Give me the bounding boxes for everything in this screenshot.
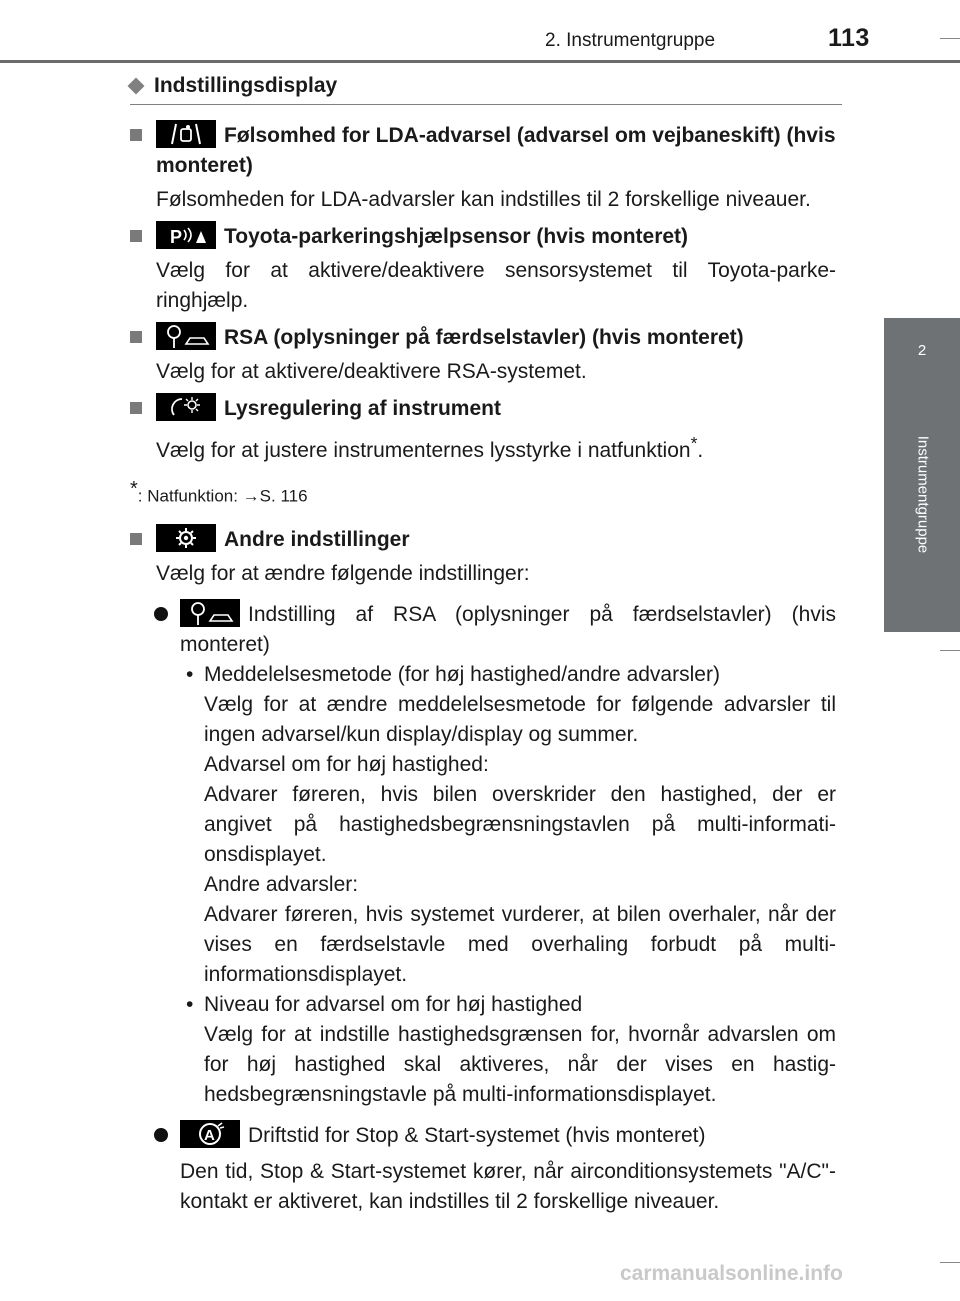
brightness-icon bbox=[156, 393, 216, 421]
setting-title: P Toyota-parkeringshjælpsensor (hvis monteret) bbox=[156, 225, 688, 248]
rsa-icon bbox=[180, 599, 240, 627]
setting-description: Vælg for at aktivere/deaktivere RSA-systemet. bbox=[156, 360, 587, 383]
crop-mark bbox=[940, 1262, 960, 1263]
sub-option-text: Vælg for at indstille hastighedsgrænsen for, hvornår advarslen om for høj hastighed skal aktiveres, når der vises en hastig-hedsbegrænsningstavle på multi-informationsdisplayet. bbox=[204, 1022, 836, 1106]
round-bullet-icon bbox=[154, 607, 168, 621]
setting-description: Vælg for at ændre følgende indstillinger: bbox=[156, 561, 530, 585]
square-bullet-icon bbox=[130, 533, 142, 545]
page-content bbox=[130, 114, 836, 1217]
crop-mark bbox=[940, 38, 960, 39]
gear-icon bbox=[156, 524, 216, 552]
setting-lda bbox=[130, 120, 836, 181]
sub-option-text: Advarer føreren, hvis bilen overskrider den hastighed, der er angivet på hastighedsbegrænsningstavlen på multi-informati-onsdisplayet. bbox=[204, 782, 836, 866]
section-title bbox=[130, 74, 337, 98]
square-bullet-icon bbox=[130, 331, 142, 343]
sub-option-text: Advarer føreren, hvis systemet vurderer, at bilen overhaler, når der vises en færdselstavle med overhaling forbudt på multi-informationsdisplayet. bbox=[204, 902, 836, 986]
crop-mark bbox=[940, 650, 960, 651]
chapter-tab-label: Instrumentgruppe bbox=[914, 435, 932, 554]
setting-title: RSA (oplysninger på færdselstavler) (hvis monteret) bbox=[156, 326, 744, 349]
round-bullet-icon bbox=[154, 1128, 168, 1142]
auto-ac-icon bbox=[180, 1120, 240, 1148]
sub-option: • Niveau for advarsel om for høj hastighed bbox=[186, 992, 583, 1016]
svg-text:P: P bbox=[170, 227, 183, 247]
setting-description: Vælg for at aktivere/deaktivere sensorsystemet til Toyota-parke-ringhjælp. bbox=[156, 259, 836, 312]
page-number: 113 bbox=[828, 24, 870, 52]
square-bullet-icon bbox=[130, 230, 142, 242]
option-description: Den tid, Stop & Start-systemet kører, når airconditionsystemets "A/C"-kontakt er aktiveret, kan indstilles til 2 forskellige niveauer. bbox=[180, 1159, 836, 1213]
header-rule bbox=[0, 60, 960, 63]
setting-title: Følsomhed for LDA-advarsel (advarsel om vejbaneskift) (hvis monteret) bbox=[156, 124, 836, 177]
sub-option-text: Vælg for at ændre meddelelsesmetode for følgende advarsler til ingen advarsel/kun display/display og summer. bbox=[204, 692, 836, 746]
option-rsa-settings: Indstilling af RSA (oplysninger på færdselstavler) (hvis monteret) bbox=[130, 599, 836, 660]
setting-title: Andre indstillinger bbox=[156, 528, 410, 551]
setting-other bbox=[130, 524, 836, 555]
setting-title: Lysregulering af instrument bbox=[156, 397, 501, 420]
square-bullet-icon bbox=[130, 402, 142, 414]
chapter-tab bbox=[884, 318, 960, 390]
section-title-text: Indstillingsdisplay bbox=[154, 74, 338, 97]
section-rule bbox=[130, 104, 842, 105]
setting-rsa bbox=[130, 322, 836, 353]
sub-option-text: Advarsel om for høj hastighed: bbox=[204, 752, 489, 776]
diamond-icon bbox=[128, 78, 145, 95]
option-stop-start: A Driftstid for Stop & Start-systemet (hvis monteret) bbox=[130, 1120, 836, 1151]
square-bullet-icon bbox=[130, 129, 142, 141]
setting-description: Følsomheden for LDA-advarsler kan indstilles til 2 forskellige niveauer. bbox=[156, 188, 811, 211]
setting-description: Vælg for at justere instrumenternes lysstyrke i natfunktion*. bbox=[156, 433, 704, 462]
setting-brightness bbox=[130, 393, 836, 424]
parking-sensor-icon bbox=[156, 221, 216, 249]
chapter-heading: 2. Instrumentgruppe bbox=[545, 30, 716, 51]
rsa-icon bbox=[156, 322, 216, 350]
svg-text:A: A bbox=[204, 1126, 215, 1144]
watermark-logo: carmanualsonline.info bbox=[620, 1262, 843, 1285]
chapter-tab-number: 2 bbox=[917, 342, 927, 359]
sub-option: • Meddelelsesmetode (for høj hastighed/andre advarsler) bbox=[186, 662, 720, 686]
sub-option-text: Andre advarsler: bbox=[204, 872, 359, 896]
footnote: *: Natfunktion: →S. 116 bbox=[130, 478, 308, 506]
lane-departure-icon bbox=[156, 120, 216, 148]
setting-parking-sensor bbox=[130, 221, 836, 252]
